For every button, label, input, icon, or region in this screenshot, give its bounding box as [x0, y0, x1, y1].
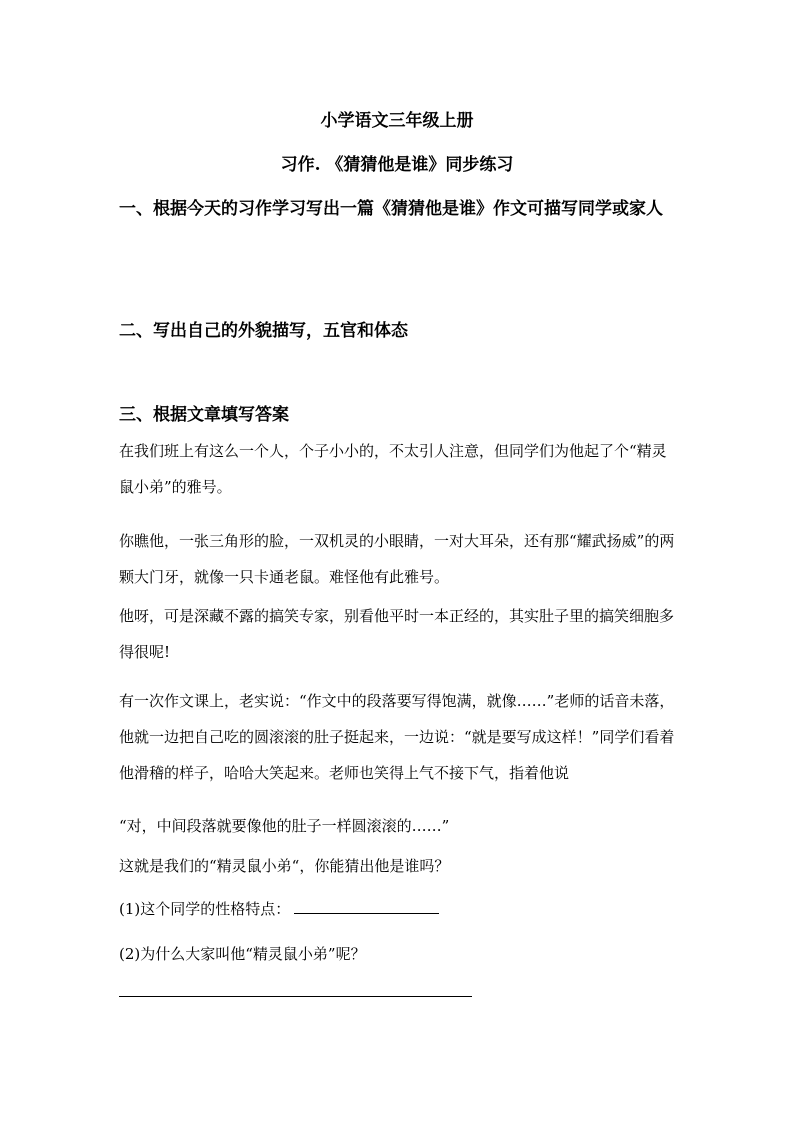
- story-paragraph-4: 有一次作文课上，老实说：“作文中的段落要写得饱满，就像……”老师的话音未落，他就一边把自己吃的圆滚滚的肚子挺起来，一边说：“就是要写成这样！”同学们看着他滑稽的样子，哈哈大笑起来。老师也笑得上气不接下气，指着他说: [119, 692, 675, 782]
- question-1-answer-blank[interactable]: [294, 891, 439, 914]
- story-paragraph-6: 这就是我们的“精灵鼠小弟“，你能猜出他是谁吗？: [119, 857, 450, 875]
- question-2-text: (2)为什么大家叫他“精灵鼠小弟”呢？: [119, 945, 366, 963]
- question-1-text: (1)这个同学的性格特点：: [119, 900, 291, 918]
- story-paragraph-3: 他呀，可是深藏不露的搞笑专家，别看他平时一本正经的，其实肚子里的搞笑细胞多得很呢!: [119, 607, 675, 661]
- question-1: [119, 891, 439, 927]
- document-subtitle: 习作. 《猜猜他是谁》同步练习: [280, 155, 514, 175]
- story-paragraph-5: “对，中间段落就要像他的肚子一样圆滚滚的……”: [119, 817, 450, 835]
- section-2-heading: 二、写出自己的外貌描写，五官和体态: [119, 321, 408, 341]
- section-3-heading: 三、根据文章填写答案: [119, 405, 289, 425]
- document-title: 小学语文三年级上册: [320, 111, 474, 131]
- question-2-answer-line[interactable]: [119, 996, 472, 997]
- story-paragraph-1: 在我们班上有这么一个人，个子小小的，不太引人注意，但同学们为他起了个“精灵鼠小弟”的雅号。: [119, 442, 667, 496]
- story-paragraph-2: 你瞧他，一张三角形的脸，一双机灵的小眼睛，一对大耳朵，还有那“耀武扬威”的两颗大门牙，就像一只卡通老鼠。难怪他有此雅号。: [119, 532, 675, 586]
- section-1-heading: 一、根据今天的习作学习写出一篇《猜猜他是谁》作文可描写同学或家人: [119, 199, 663, 219]
